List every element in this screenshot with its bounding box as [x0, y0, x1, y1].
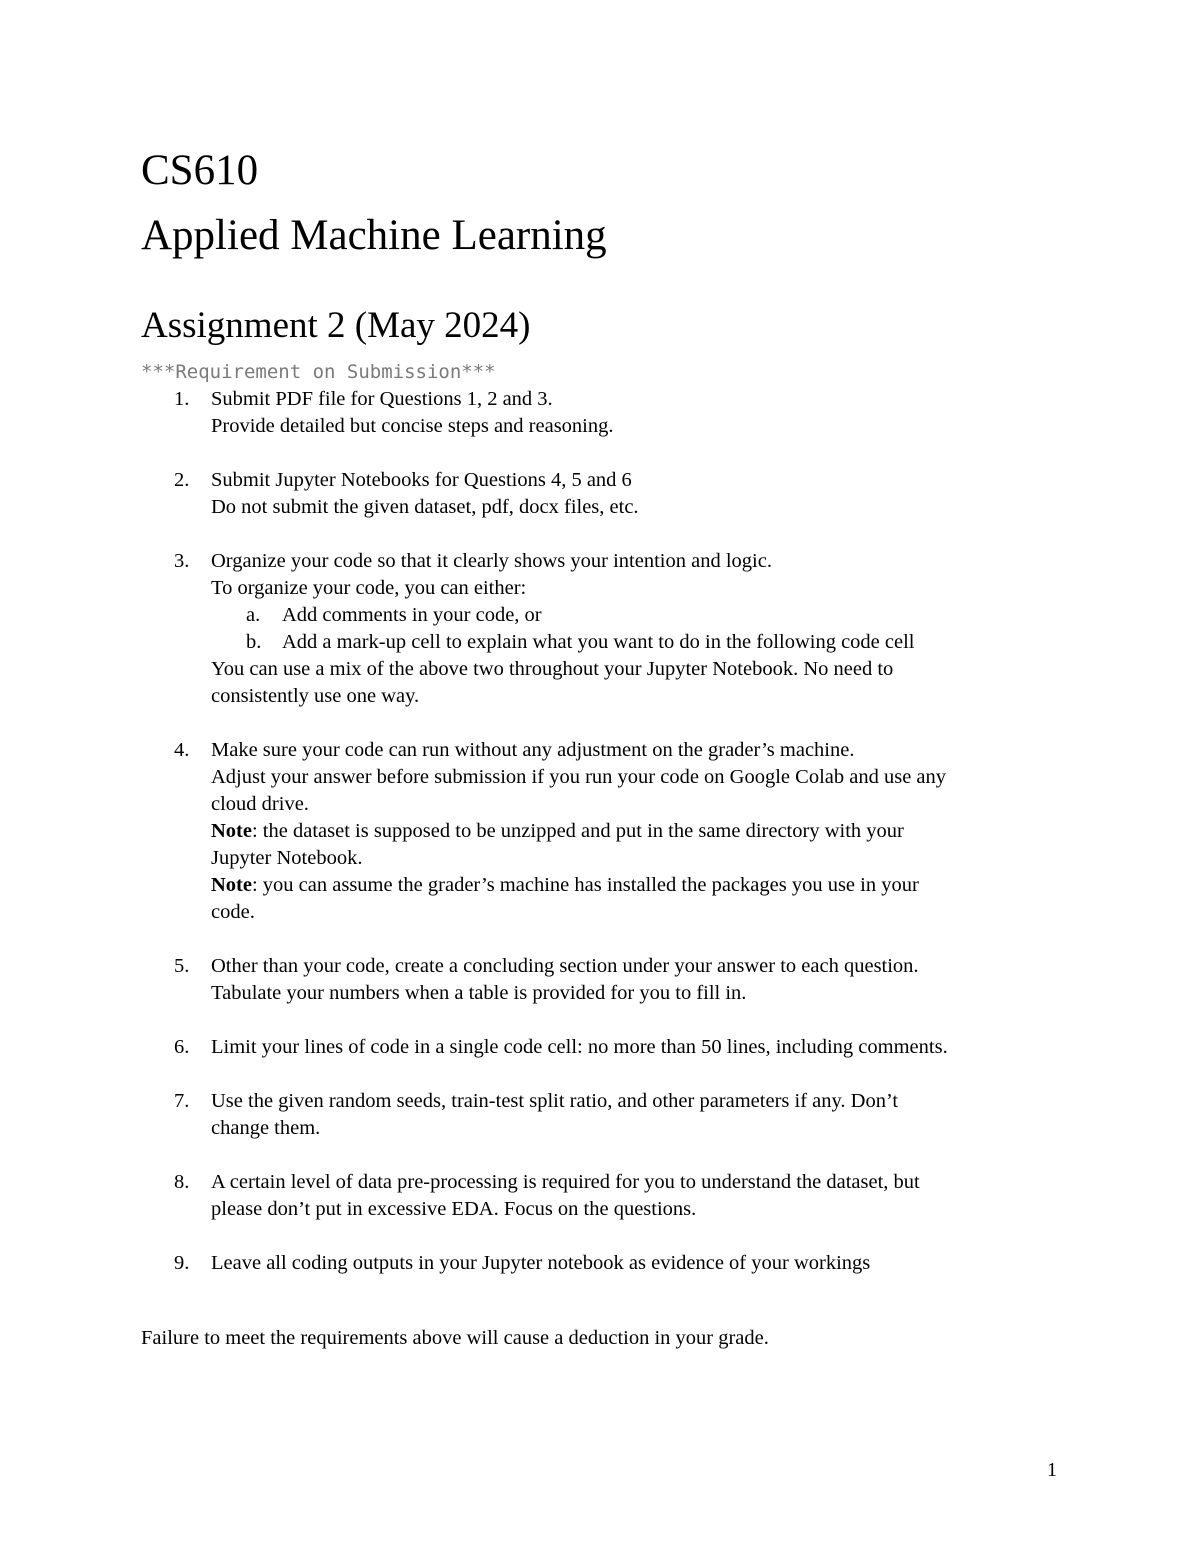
requirement-text: You can use a mix of the above two throughout your Jupyter Notebook. No need to: [211, 658, 894, 680]
submission-requirements-header: ***Requirement on Submission***: [141, 361, 496, 383]
requirement-number: 3.: [174, 550, 190, 572]
requirement-item: [0, 1250, 1200, 1277]
note-line: [211, 818, 1200, 845]
assignment-title: Assignment 2 (May 2024): [141, 305, 531, 346]
sub-list: [211, 602, 1200, 656]
note-text: : you can assume the grader’s machine has installed the packages you use in your: [251, 874, 919, 896]
requirement-text: Submit PDF file for Questions 1, 2 and 3.: [211, 388, 553, 410]
requirement-text: change them.: [211, 1117, 321, 1139]
note-label: Note: [211, 820, 252, 842]
requirement-number: 7.: [174, 1090, 190, 1112]
requirement-item: [0, 467, 1200, 521]
requirement-number: 8.: [174, 1171, 190, 1193]
requirement-text: Provide detailed but concise steps and reasoning.: [211, 415, 614, 437]
requirement-text: consistently use one way.: [211, 685, 420, 707]
requirement-text: please don’t put in excessive EDA. Focus on the questions.: [211, 1198, 697, 1220]
page-number: 1: [1047, 1459, 1057, 1481]
requirement-item: [0, 548, 1200, 710]
sub-list-item: [211, 629, 1200, 656]
requirement-item: [0, 386, 1200, 440]
requirement-number: 4.: [174, 739, 190, 761]
requirement-text: Do not submit the given dataset, pdf, docx files, etc.: [211, 496, 639, 518]
requirement-text: Adjust your answer before submission if you run your code on Google Colab and use any: [211, 766, 947, 788]
note-label: Note: [211, 874, 252, 896]
requirement-number: 1.: [174, 388, 190, 410]
requirement-item: [0, 737, 1200, 926]
course-title: Applied Machine Learning: [141, 212, 607, 259]
requirement-text: Use the given random seeds, train-test split ratio, and other parameters if any. Don’t: [211, 1090, 899, 1112]
requirement-item: [0, 1169, 1200, 1223]
requirement-text: Organize your code so that it clearly shows your intention and logic.: [211, 550, 772, 572]
requirement-text: Make sure your code can run without any adjustment on the grader’s machine.: [211, 739, 855, 761]
sub-item-text: Add a mark-up cell to explain what you want to do in the following code cell: [282, 631, 915, 653]
note-line: [211, 872, 1200, 899]
closing-statement: Failure to meet the requirements above will cause a deduction in your grade.: [141, 1326, 769, 1349]
requirement-number: 6.: [174, 1036, 190, 1058]
requirement-text: Limit your lines of code in a single code cell: no more than 50 lines, including comments.: [211, 1036, 948, 1058]
requirement-number: 9.: [174, 1252, 190, 1274]
note-text: Jupyter Notebook.: [211, 847, 363, 869]
requirement-item: [0, 953, 1200, 1007]
requirement-number: 2.: [174, 469, 190, 491]
requirement-text: Tabulate your numbers when a table is provided for you to fill in.: [211, 982, 747, 1004]
requirement-text: cloud drive.: [211, 793, 309, 815]
requirement-item: [0, 1034, 1200, 1061]
requirements-list: [0, 386, 1200, 1304]
requirement-item: [0, 1088, 1200, 1142]
requirement-text: A certain level of data pre-processing is required for you to understand the dataset, but: [211, 1171, 920, 1193]
sub-item-letter: b.: [246, 631, 262, 653]
sub-item-text: Add comments in your code, or: [282, 604, 542, 626]
sub-list-item: [211, 602, 1200, 629]
sub-item-letter: a.: [246, 604, 261, 626]
note-text: code.: [211, 901, 255, 923]
note-text: : the dataset is supposed to be unzipped and put in the same directory with your: [251, 820, 904, 842]
requirement-text: To organize your code, you can either:: [211, 577, 527, 599]
course-code: CS610: [141, 147, 259, 194]
requirement-number: 5.: [174, 955, 190, 977]
requirement-text: Submit Jupyter Notebooks for Questions 4, 5 and 6: [211, 469, 632, 491]
requirement-text: Other than your code, create a concluding section under your answer to each question.: [211, 955, 919, 977]
requirement-text: Leave all coding outputs in your Jupyter notebook as evidence of your workings: [211, 1252, 871, 1274]
